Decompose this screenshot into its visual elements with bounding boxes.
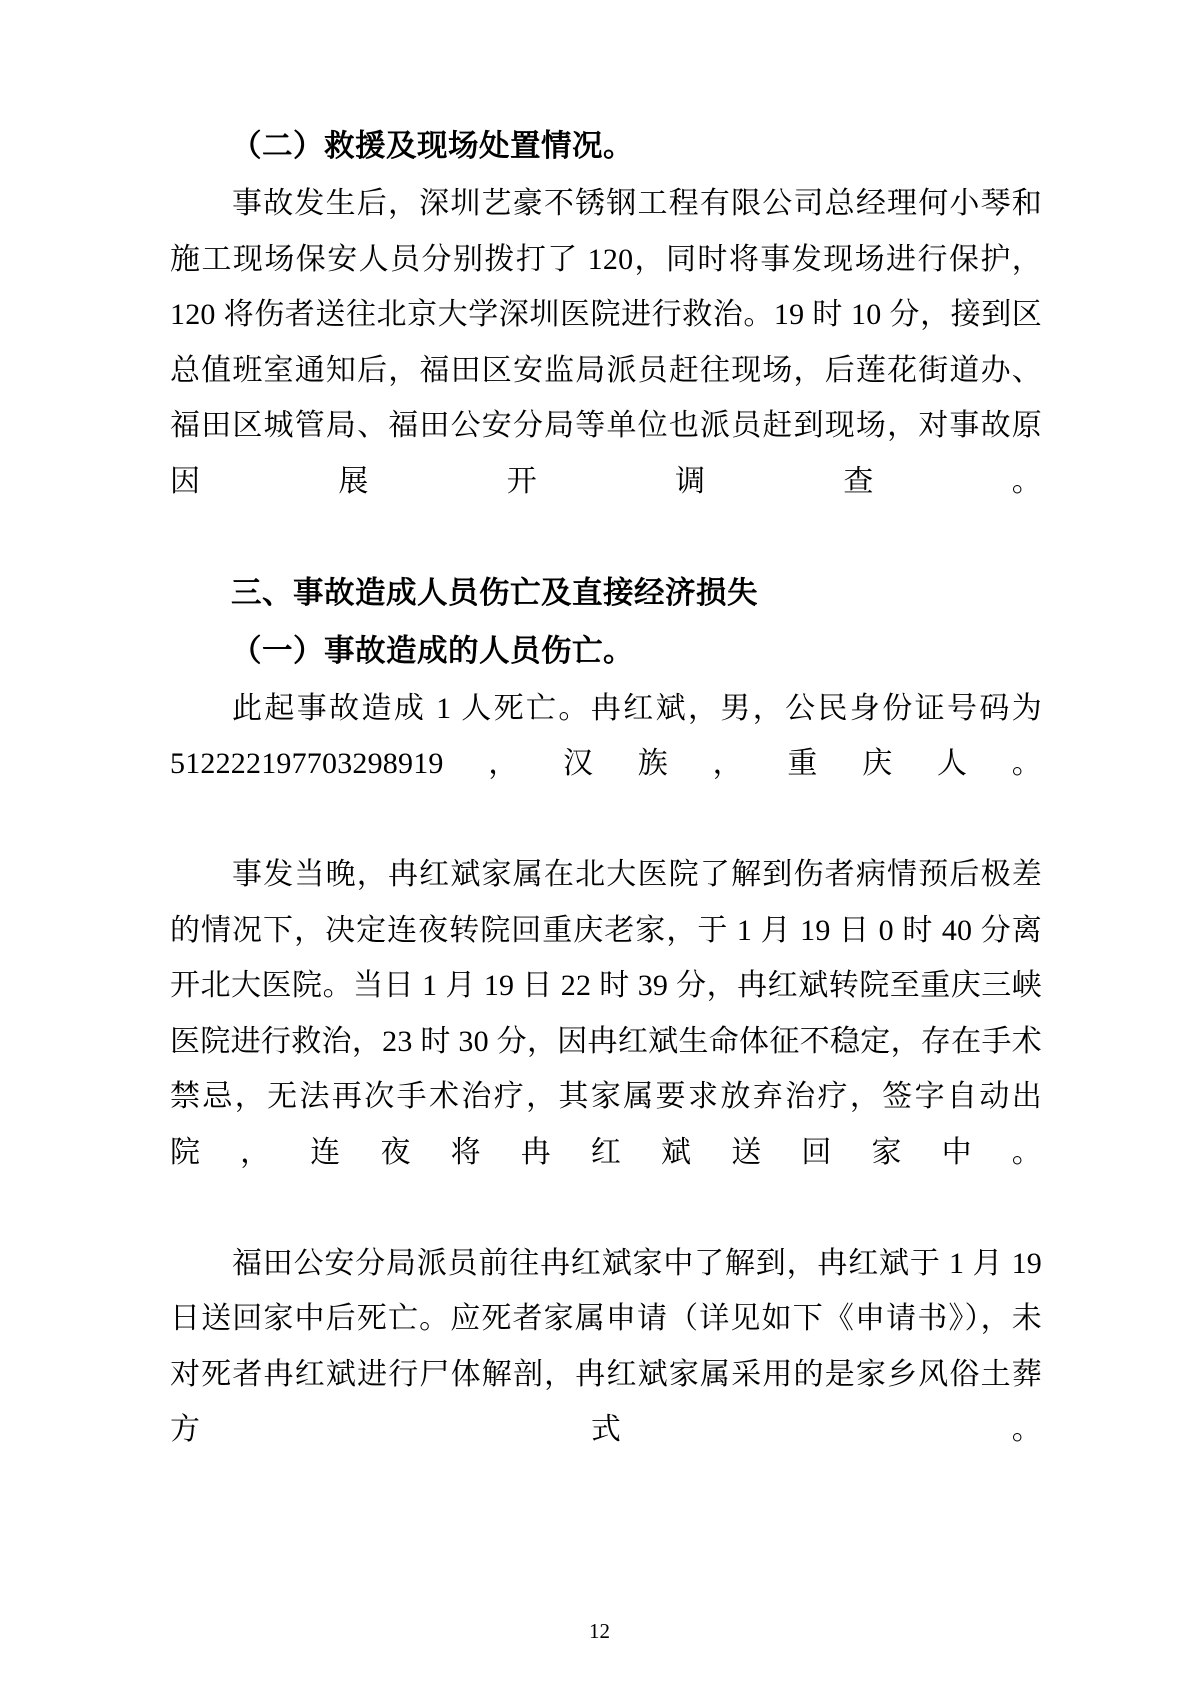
section-heading-rescue: （二）救援及现场处置情况。: [231, 129, 634, 163]
paragraph-victim-identity: 此起事故造成 1 人死亡。冉红斌，男，公民身份证号码为 512222197703298919，汉族，重庆人。: [170, 691, 1042, 780]
document-body: [170, 118, 1042, 1513]
section-heading-casualties-losses: 三、事故造成人员伤亡及直接经济损失: [231, 575, 758, 610]
page-number: 12: [589, 1619, 610, 1643]
paragraph-police-investigation: 福田公安分局派员前往冉红斌家中了解到，冉红斌于 1 月 19 日送回家中后死亡。应死者家属申请（详见如下《申请书》），未对死者冉红斌进行尸体解剖，冉红斌家属采用的是家乡风俗土葬方式。: [170, 1246, 1042, 1446]
paragraph-rescue-process: 事故发生后，深圳艺豪不锈钢工程有限公司总经理何小琴和施工现场保安人员分别拨打了 120，同时将事发现场进行保护，120 将伤者送往北京大学深圳医院进行救治。19 时 10 分，接到区总值班室通知后，福田区安监局派员赶往现场，后莲花街道办、福田区城管局、福田公安分局等单位也派员赶到现场，对事故原因展开调查。: [170, 187, 1042, 498]
paragraph-transfer-treatment: 事发当晚，冉红斌家属在北大医院了解到伤者病情预后极差的情况下，决定连夜转院回重庆老家，于 1 月 19 日 0 时 40 分离开北大医院。当日 1 月 19 日 22 时 39 分，冉红斌转院至重庆三峡医院进行救治，23 时 30 分，因冉红斌生命体征不稳定，存在手术禁忌，无法再次手术治疗，其家属要求放弃治疗，签字自动出院，连夜将冉红斌送回家中。: [170, 858, 1042, 1169]
section-heading-casualties: （一）事故造成的人员伤亡。: [231, 633, 634, 668]
